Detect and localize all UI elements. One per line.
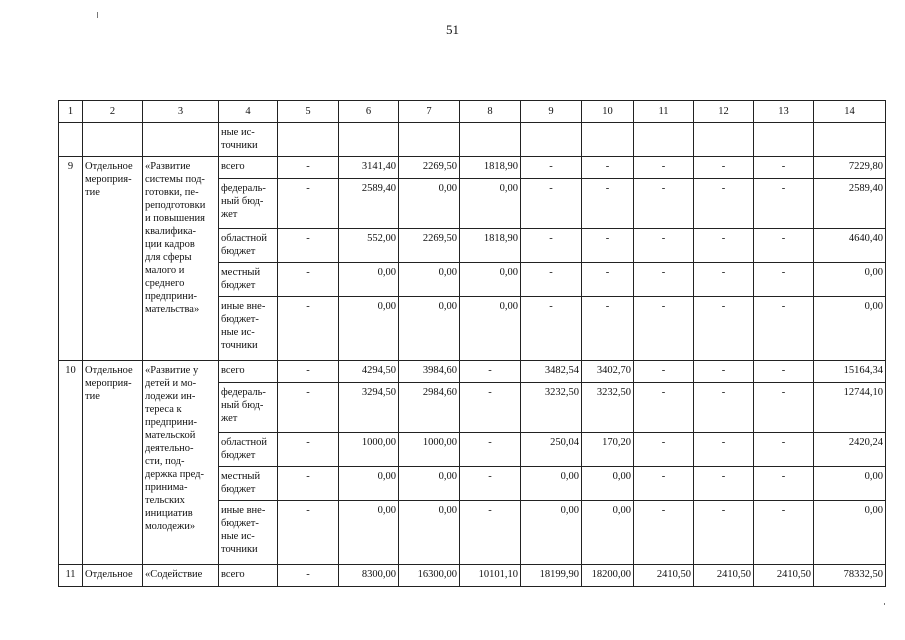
amount-value: 15164,34: [814, 361, 886, 383]
amount-value: 0,00: [814, 501, 886, 565]
empty-value: -: [278, 433, 339, 467]
amount-value: 0,00: [582, 501, 634, 565]
amount-value: 0,00: [399, 297, 460, 361]
empty-cell: [339, 123, 399, 157]
empty-value: -: [694, 433, 754, 467]
amount-value: 3402,70: [582, 361, 634, 383]
empty-value: -: [754, 501, 814, 565]
column-number-row: [59, 101, 886, 123]
amount-value: 0,00: [339, 263, 399, 297]
amount-value: 0,00: [814, 467, 886, 501]
column-number: 2: [83, 101, 143, 123]
column-number: 7: [399, 101, 460, 123]
amount-value: 1818,90: [460, 157, 521, 179]
empty-value: -: [278, 361, 339, 383]
funding-source: всего: [219, 565, 278, 587]
empty-value: -: [521, 263, 582, 297]
empty-cell: [399, 123, 460, 157]
amount-value: 3232,50: [582, 383, 634, 433]
empty-cell: [143, 123, 219, 157]
empty-value: -: [754, 263, 814, 297]
funding-source: всего: [219, 157, 278, 179]
amount-value: 2410,50: [754, 565, 814, 587]
amount-value: 0,00: [814, 297, 886, 361]
empty-value: -: [460, 361, 521, 383]
amount-value: 0,00: [582, 467, 634, 501]
empty-cell: [460, 123, 521, 157]
amount-value: 18200,00: [582, 565, 634, 587]
column-number: 8: [460, 101, 521, 123]
empty-cell: [83, 123, 143, 157]
amount-value: 2420,24: [814, 433, 886, 467]
empty-value: -: [754, 361, 814, 383]
event-title: «Развитие у детей и мо- лодежи ин- тереса к предприни- мательской деятельно- сти, под- держка пред- принима- тельских инициатив молодежи»: [143, 361, 219, 565]
column-number: 14: [814, 101, 886, 123]
amount-value: 2589,40: [814, 179, 886, 229]
empty-value: -: [634, 157, 694, 179]
event-title: «Развитие системы под- готовки, пе- реподготовки и повышения квалифика- ции кадров для сферы малого и среднего предприни- мательства»: [143, 157, 219, 361]
row-number: 9: [59, 157, 83, 361]
empty-value: -: [582, 179, 634, 229]
scan-speck: [97, 12, 98, 18]
amount-value: 2410,50: [634, 565, 694, 587]
empty-value: -: [521, 297, 582, 361]
funding-source: федераль- ный бюд- жет: [219, 179, 278, 229]
amount-value: 0,00: [399, 501, 460, 565]
column-number: 9: [521, 101, 582, 123]
column-number: 11: [634, 101, 694, 123]
empty-value: -: [634, 179, 694, 229]
table-row: [59, 361, 886, 383]
empty-value: -: [634, 501, 694, 565]
empty-value: -: [634, 383, 694, 433]
empty-value: -: [694, 297, 754, 361]
empty-value: -: [694, 263, 754, 297]
empty-value: -: [694, 361, 754, 383]
empty-value: -: [634, 433, 694, 467]
empty-value: -: [634, 263, 694, 297]
amount-value: 0,00: [339, 501, 399, 565]
empty-value: -: [582, 263, 634, 297]
amount-value: 10101,10: [460, 565, 521, 587]
amount-value: 2589,40: [339, 179, 399, 229]
funding-source: иные вне- бюджет- ные ис- точники: [219, 501, 278, 565]
amount-value: 0,00: [399, 179, 460, 229]
funding-source: ные ис- точники: [219, 123, 278, 157]
empty-value: -: [278, 501, 339, 565]
page-number: 51: [446, 22, 459, 37]
amount-value: 1000,00: [399, 433, 460, 467]
amount-value: 2269,50: [399, 157, 460, 179]
amount-value: 0,00: [460, 179, 521, 229]
amount-value: 0,00: [399, 263, 460, 297]
amount-value: 1000,00: [339, 433, 399, 467]
budget-table: [58, 100, 886, 587]
empty-value: -: [694, 157, 754, 179]
empty-value: -: [460, 383, 521, 433]
empty-value: -: [521, 229, 582, 263]
empty-value: -: [582, 229, 634, 263]
amount-value: 12744,10: [814, 383, 886, 433]
empty-value: -: [694, 179, 754, 229]
amount-value: 78332,50: [814, 565, 886, 587]
amount-value: 0,00: [814, 263, 886, 297]
table-body: [59, 101, 886, 587]
amount-value: 0,00: [339, 297, 399, 361]
empty-value: -: [754, 229, 814, 263]
empty-cell: [634, 123, 694, 157]
event-type: Отдельное мероприя- тие: [83, 157, 143, 361]
empty-value: -: [278, 157, 339, 179]
empty-value: -: [754, 179, 814, 229]
event-type: Отдельное мероприя- тие: [83, 361, 143, 565]
empty-value: -: [278, 229, 339, 263]
empty-value: -: [278, 467, 339, 501]
table-row: [59, 123, 886, 157]
table-row: [59, 157, 886, 179]
empty-value: -: [634, 297, 694, 361]
empty-cell: [582, 123, 634, 157]
row-number: 11: [59, 565, 83, 587]
empty-value: -: [694, 467, 754, 501]
empty-value: -: [278, 565, 339, 587]
empty-value: -: [634, 229, 694, 263]
amount-value: 3984,60: [399, 361, 460, 383]
empty-value: -: [278, 297, 339, 361]
amount-value: 0,00: [399, 467, 460, 501]
empty-value: -: [460, 467, 521, 501]
column-number: 3: [143, 101, 219, 123]
amount-value: 4294,50: [339, 361, 399, 383]
event-type: Отдельное: [83, 565, 143, 587]
empty-value: -: [694, 501, 754, 565]
empty-value: -: [582, 157, 634, 179]
funding-source: местный бюджет: [219, 467, 278, 501]
row-number: 10: [59, 361, 83, 565]
empty-value: -: [278, 383, 339, 433]
column-number: 6: [339, 101, 399, 123]
empty-value: -: [278, 179, 339, 229]
funding-source: областной бюджет: [219, 433, 278, 467]
amount-value: 4640,40: [814, 229, 886, 263]
empty-value: -: [582, 297, 634, 361]
column-number: 12: [694, 101, 754, 123]
empty-value: -: [754, 383, 814, 433]
funding-source: федераль- ный бюд- жет: [219, 383, 278, 433]
amount-value: 16300,00: [399, 565, 460, 587]
amount-value: 7229,80: [814, 157, 886, 179]
amount-value: 3294,50: [339, 383, 399, 433]
amount-value: 1818,90: [460, 229, 521, 263]
amount-value: 3232,50: [521, 383, 582, 433]
empty-value: -: [694, 383, 754, 433]
amount-value: 250,04: [521, 433, 582, 467]
amount-value: 0,00: [339, 467, 399, 501]
amount-value: 552,00: [339, 229, 399, 263]
empty-cell: [814, 123, 886, 157]
funding-source: местный бюджет: [219, 263, 278, 297]
empty-value: -: [694, 229, 754, 263]
empty-value: -: [634, 361, 694, 383]
funding-source: всего: [219, 361, 278, 383]
empty-cell: [521, 123, 582, 157]
column-number: 5: [278, 101, 339, 123]
empty-value: -: [460, 501, 521, 565]
amount-value: 2984,60: [399, 383, 460, 433]
column-number: 4: [219, 101, 278, 123]
empty-value: -: [521, 179, 582, 229]
amount-value: 0,00: [521, 467, 582, 501]
empty-cell: [278, 123, 339, 157]
scan-speck: [884, 603, 885, 605]
amount-value: 0,00: [460, 263, 521, 297]
funding-source: областной бюджет: [219, 229, 278, 263]
column-number: 13: [754, 101, 814, 123]
empty-value: -: [634, 467, 694, 501]
empty-value: -: [521, 157, 582, 179]
empty-value: -: [460, 433, 521, 467]
empty-value: -: [754, 297, 814, 361]
empty-value: -: [754, 433, 814, 467]
amount-value: 18199,90: [521, 565, 582, 587]
column-number: 10: [582, 101, 634, 123]
amount-value: 0,00: [460, 297, 521, 361]
amount-value: 3141,40: [339, 157, 399, 179]
column-number: 1: [59, 101, 83, 123]
empty-value: -: [278, 263, 339, 297]
amount-value: 3482,54: [521, 361, 582, 383]
event-title: «Содействие: [143, 565, 219, 587]
funding-source: иные вне- бюджет- ные ис- точники: [219, 297, 278, 361]
amount-value: 2410,50: [694, 565, 754, 587]
empty-value: -: [754, 467, 814, 501]
amount-value: 8300,00: [339, 565, 399, 587]
empty-cell: [59, 123, 83, 157]
amount-value: 0,00: [521, 501, 582, 565]
empty-value: -: [754, 157, 814, 179]
empty-cell: [694, 123, 754, 157]
table-row: [59, 565, 886, 587]
amount-value: 170,20: [582, 433, 634, 467]
empty-cell: [754, 123, 814, 157]
amount-value: 2269,50: [399, 229, 460, 263]
